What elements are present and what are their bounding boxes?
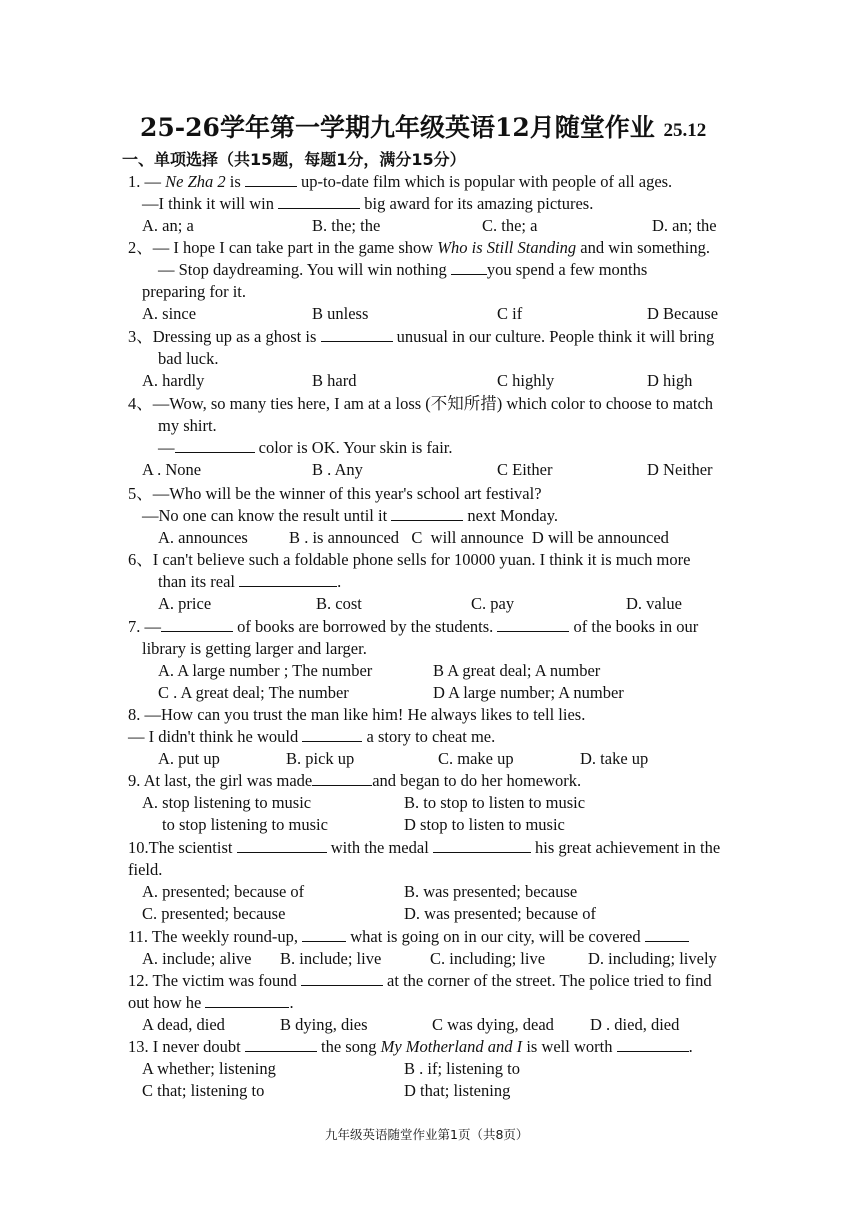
question-5 bbox=[128, 483, 748, 549]
text-q8-opts-0: A. put up bbox=[158, 749, 220, 768]
text-q6-l2b: . bbox=[337, 572, 342, 591]
title-text: 25-26学年第一学期九年级英语12月随堂作业 bbox=[140, 113, 655, 142]
text-q13-a: 13. I never doubt bbox=[128, 1037, 245, 1056]
options bbox=[128, 792, 748, 836]
answer-blank bbox=[175, 437, 255, 453]
text-q9-l1a: 9. At last, the girl was made bbox=[128, 771, 313, 790]
text-q3-opts-3: D high bbox=[647, 371, 693, 390]
text-q13-opts-3: D that; listening bbox=[404, 1081, 511, 1100]
question-line bbox=[128, 726, 748, 748]
text-q2-opts-1: B unless bbox=[312, 304, 369, 323]
text-q2-l2b: you spend a few months bbox=[486, 260, 648, 279]
question-3 bbox=[128, 326, 748, 392]
text-q8-opts-2: C. make up bbox=[438, 749, 514, 768]
text-q2-opts-2: C if bbox=[497, 304, 523, 323]
text-q11-opts-1: B. include; live bbox=[280, 949, 382, 968]
text-q7-l2: library is getting larger and larger. bbox=[142, 639, 367, 658]
options bbox=[128, 215, 742, 237]
text-q3-opts-1: B hard bbox=[312, 371, 357, 390]
text-q3-opts-2: C highly bbox=[497, 371, 555, 390]
text-q4-l1: 4、—Wow, so many ties here, I am at a loss (不知所措) which color to choose to match bbox=[128, 394, 714, 413]
text-q12-opts-2: C was dying, dead bbox=[432, 1015, 554, 1034]
text-q13-opts-0: A whether; listening bbox=[142, 1059, 276, 1078]
page-footer: 九年级英语随堂作业第1页（共8页） bbox=[325, 1127, 529, 1142]
question-line bbox=[128, 837, 748, 859]
answer-blank bbox=[617, 1036, 689, 1052]
text-q4-opts-3: D Neither bbox=[647, 460, 713, 479]
text-q5-l3: A. announces B . is announced C will announce D will be announced bbox=[158, 528, 669, 547]
question-line bbox=[128, 1036, 748, 1058]
question-line bbox=[128, 992, 748, 1014]
text-q1-opts-2: C. the; a bbox=[482, 216, 538, 235]
text-q8-l2b: a story to cheat me. bbox=[362, 727, 496, 746]
text-q10-opts-3: D. was presented; because of bbox=[404, 904, 596, 923]
text-q1-c: up-to-date film which is popular with people of all ages. bbox=[296, 172, 673, 191]
text-q13-c: is well worth bbox=[522, 1037, 617, 1056]
answer-blank bbox=[245, 1036, 317, 1052]
text-q12-b: at the corner of the street. The police tried to find bbox=[382, 971, 712, 990]
text-q10-a: 10.The scientist bbox=[128, 838, 237, 857]
answer-blank bbox=[278, 193, 360, 209]
text-q12-opts-0: A dead, died bbox=[142, 1015, 225, 1034]
options bbox=[128, 593, 758, 615]
text-q7-a: 7. — bbox=[128, 617, 161, 636]
text-q2-l2a: — Stop daydreaming. You will win nothing bbox=[158, 260, 451, 279]
question-line bbox=[128, 259, 748, 281]
question-line bbox=[128, 505, 748, 527]
options bbox=[128, 748, 758, 770]
text-q3-l2: bad luck. bbox=[158, 349, 219, 368]
text-q13-italic: My Motherland and I bbox=[380, 1037, 523, 1056]
options bbox=[128, 459, 742, 481]
answer-blank bbox=[391, 505, 463, 521]
text-q2-opts-0: A. since bbox=[142, 304, 197, 323]
text-q4-l2: my shirt. bbox=[158, 416, 217, 435]
text-q13-b: the song bbox=[316, 1037, 381, 1056]
text-q8-opts-1: B. pick up bbox=[286, 749, 355, 768]
options bbox=[128, 370, 742, 392]
text-q11-opts-2: C. including; live bbox=[430, 949, 546, 968]
answer-blank bbox=[205, 992, 289, 1008]
options bbox=[128, 881, 748, 925]
text-q1-italic: Ne Zha 2 bbox=[165, 172, 226, 191]
options bbox=[128, 948, 742, 970]
question-2 bbox=[128, 237, 748, 325]
text-q1-b: is bbox=[225, 172, 245, 191]
text-q7-opts-1: B A great deal; A number bbox=[433, 661, 601, 680]
text-q2-a: 2、— I hope I can take part in the game show bbox=[128, 238, 438, 257]
question-6 bbox=[128, 549, 748, 615]
answer-blank bbox=[312, 770, 372, 786]
text-q1-a: 1. — bbox=[128, 172, 166, 191]
options bbox=[128, 1014, 742, 1036]
text-q11-opts-0: A. include; alive bbox=[142, 949, 252, 968]
text-q1-opts-3: D. an; the bbox=[652, 216, 717, 235]
question-line bbox=[128, 437, 748, 459]
text-q8-l1: 8. —How can you trust the man like him! He always likes to tell lies. bbox=[128, 705, 586, 724]
options bbox=[128, 303, 742, 325]
text-q3-opts-0: A. hardly bbox=[142, 371, 205, 390]
question-10 bbox=[128, 837, 748, 925]
section-heading: 一、单项选择（共15题，每题1分，满分15分） bbox=[122, 150, 466, 169]
text-q11-b: what is going on in our city, will be covered bbox=[346, 927, 645, 946]
text-q5-l1: 5、—Who will be the winner of this year's school art festival? bbox=[128, 484, 542, 503]
answer-blank bbox=[451, 259, 487, 275]
text-q4-opts-2: C Either bbox=[497, 460, 553, 479]
text-q4-opts-1: B . Any bbox=[312, 460, 363, 479]
text-q6-l2a: than its real bbox=[158, 572, 240, 591]
answer-blank bbox=[161, 616, 233, 632]
text-q2-opts-3: D Because bbox=[647, 304, 719, 323]
text-q10-opts-2: C. presented; because bbox=[142, 904, 286, 923]
text-q4-l3a: — bbox=[158, 438, 175, 457]
text-q4-l3b: color is OK. Your skin is fair. bbox=[254, 438, 453, 457]
text-q11-a: 11. The weekly round-up, bbox=[128, 927, 303, 946]
text-q12-a: 12. The victim was found bbox=[128, 971, 301, 990]
answer-blank bbox=[645, 926, 689, 942]
answer-blank bbox=[302, 926, 346, 942]
question-line bbox=[128, 326, 748, 348]
text-q10-l2: field. bbox=[128, 860, 163, 879]
text-q7-opts-0: A. A large number ; The number bbox=[158, 661, 373, 680]
question-line bbox=[128, 926, 748, 948]
question-line bbox=[128, 970, 748, 992]
text-q6-opts-2: C. pay bbox=[471, 594, 515, 613]
text-q3-a: 3、Dressing up as a ghost is bbox=[128, 327, 321, 346]
text-q1-l2b: big award for its amazing pictures. bbox=[360, 194, 594, 213]
question-4 bbox=[128, 393, 748, 481]
question-11 bbox=[128, 926, 748, 970]
text-q7-b: of books are borrowed by the students. bbox=[233, 617, 498, 636]
text-q7-opts-2: C . A great deal; The number bbox=[158, 683, 349, 702]
text-q4-opts-0: A . None bbox=[142, 460, 202, 479]
text-q6-opts-0: A. price bbox=[158, 594, 212, 613]
text-q11-opts-3: D. including; lively bbox=[588, 949, 717, 968]
text-q1-opts-1: B. the; the bbox=[312, 216, 381, 235]
text-q12-l2b: . bbox=[289, 993, 294, 1012]
text-q6-opts-3: D. value bbox=[626, 594, 682, 613]
text-q8-l2a: — I didn't think he would bbox=[128, 727, 303, 746]
text-q5-l2b: next Monday. bbox=[463, 506, 559, 525]
question-line bbox=[128, 770, 748, 792]
text-q9-l1b: and began to do her homework. bbox=[372, 771, 582, 790]
question-7 bbox=[128, 616, 748, 704]
text-q1-opts-0: A. an; a bbox=[142, 216, 194, 235]
answer-blank bbox=[433, 837, 531, 853]
question-12 bbox=[128, 970, 748, 1036]
title-date: 25.12 bbox=[663, 120, 707, 141]
question-line bbox=[128, 571, 748, 593]
text-q12-opts-3: D . died, died bbox=[590, 1015, 680, 1034]
text-q7-opts-3: D A large number; A number bbox=[433, 683, 624, 702]
question-line bbox=[128, 616, 748, 638]
question-line bbox=[128, 171, 748, 193]
question-line bbox=[128, 193, 748, 215]
text-q13-opts-2: C that; listening to bbox=[142, 1081, 265, 1100]
text-q10-opts-1: B. was presented; because bbox=[404, 882, 578, 901]
text-q9-opts-1: B. to stop to listen to music bbox=[404, 793, 586, 812]
answer-blank bbox=[497, 616, 569, 632]
text-q9-opts-2: to stop listening to music bbox=[162, 815, 328, 834]
question-9 bbox=[128, 770, 748, 836]
question-1 bbox=[128, 171, 748, 237]
text-q12-opts-1: B dying, dies bbox=[280, 1015, 368, 1034]
answer-blank bbox=[245, 171, 297, 187]
text-q10-c: his great achievement in the bbox=[530, 838, 721, 857]
text-q12-l2a: out how he bbox=[128, 993, 206, 1012]
text-q2-l3: preparing for it. bbox=[142, 282, 247, 301]
text-q10-b: with the medal bbox=[326, 838, 433, 857]
text-q8-opts-3: D. take up bbox=[580, 749, 649, 768]
options bbox=[128, 1058, 748, 1102]
answer-blank bbox=[302, 726, 362, 742]
options bbox=[128, 660, 748, 704]
text-q9-opts-3: D stop to listen to music bbox=[404, 815, 565, 834]
text-q5-l2a: —No one can know the result until it bbox=[142, 506, 392, 525]
text-q2-italic: Who is Still Standing bbox=[437, 238, 577, 257]
text-q9-opts-0: A. stop listening to music bbox=[142, 793, 312, 812]
text-q2-b: and win something. bbox=[576, 238, 710, 257]
question-line bbox=[128, 237, 748, 259]
text-q1-l2a: —I think it will win bbox=[142, 194, 279, 213]
question-8 bbox=[128, 704, 748, 770]
text-q13-d: . bbox=[688, 1037, 693, 1056]
text-q6-l1: 6、I can't believe such a foldable phone sells for 10000 yuan. I think it is much more bbox=[128, 550, 691, 569]
answer-blank bbox=[239, 571, 337, 587]
answer-blank bbox=[321, 326, 393, 342]
answer-blank bbox=[301, 970, 383, 986]
question-13 bbox=[128, 1036, 748, 1102]
page-title bbox=[140, 108, 780, 144]
text-q10-opts-0: A. presented; because of bbox=[142, 882, 305, 901]
text-q13-opts-1: B . if; listening to bbox=[404, 1059, 520, 1078]
text-q7-c: of the books in our bbox=[569, 617, 699, 636]
answer-blank bbox=[237, 837, 327, 853]
text-q6-opts-1: B. cost bbox=[316, 594, 362, 613]
text-q3-b: unusual in our culture. People think it will bring bbox=[392, 327, 715, 346]
